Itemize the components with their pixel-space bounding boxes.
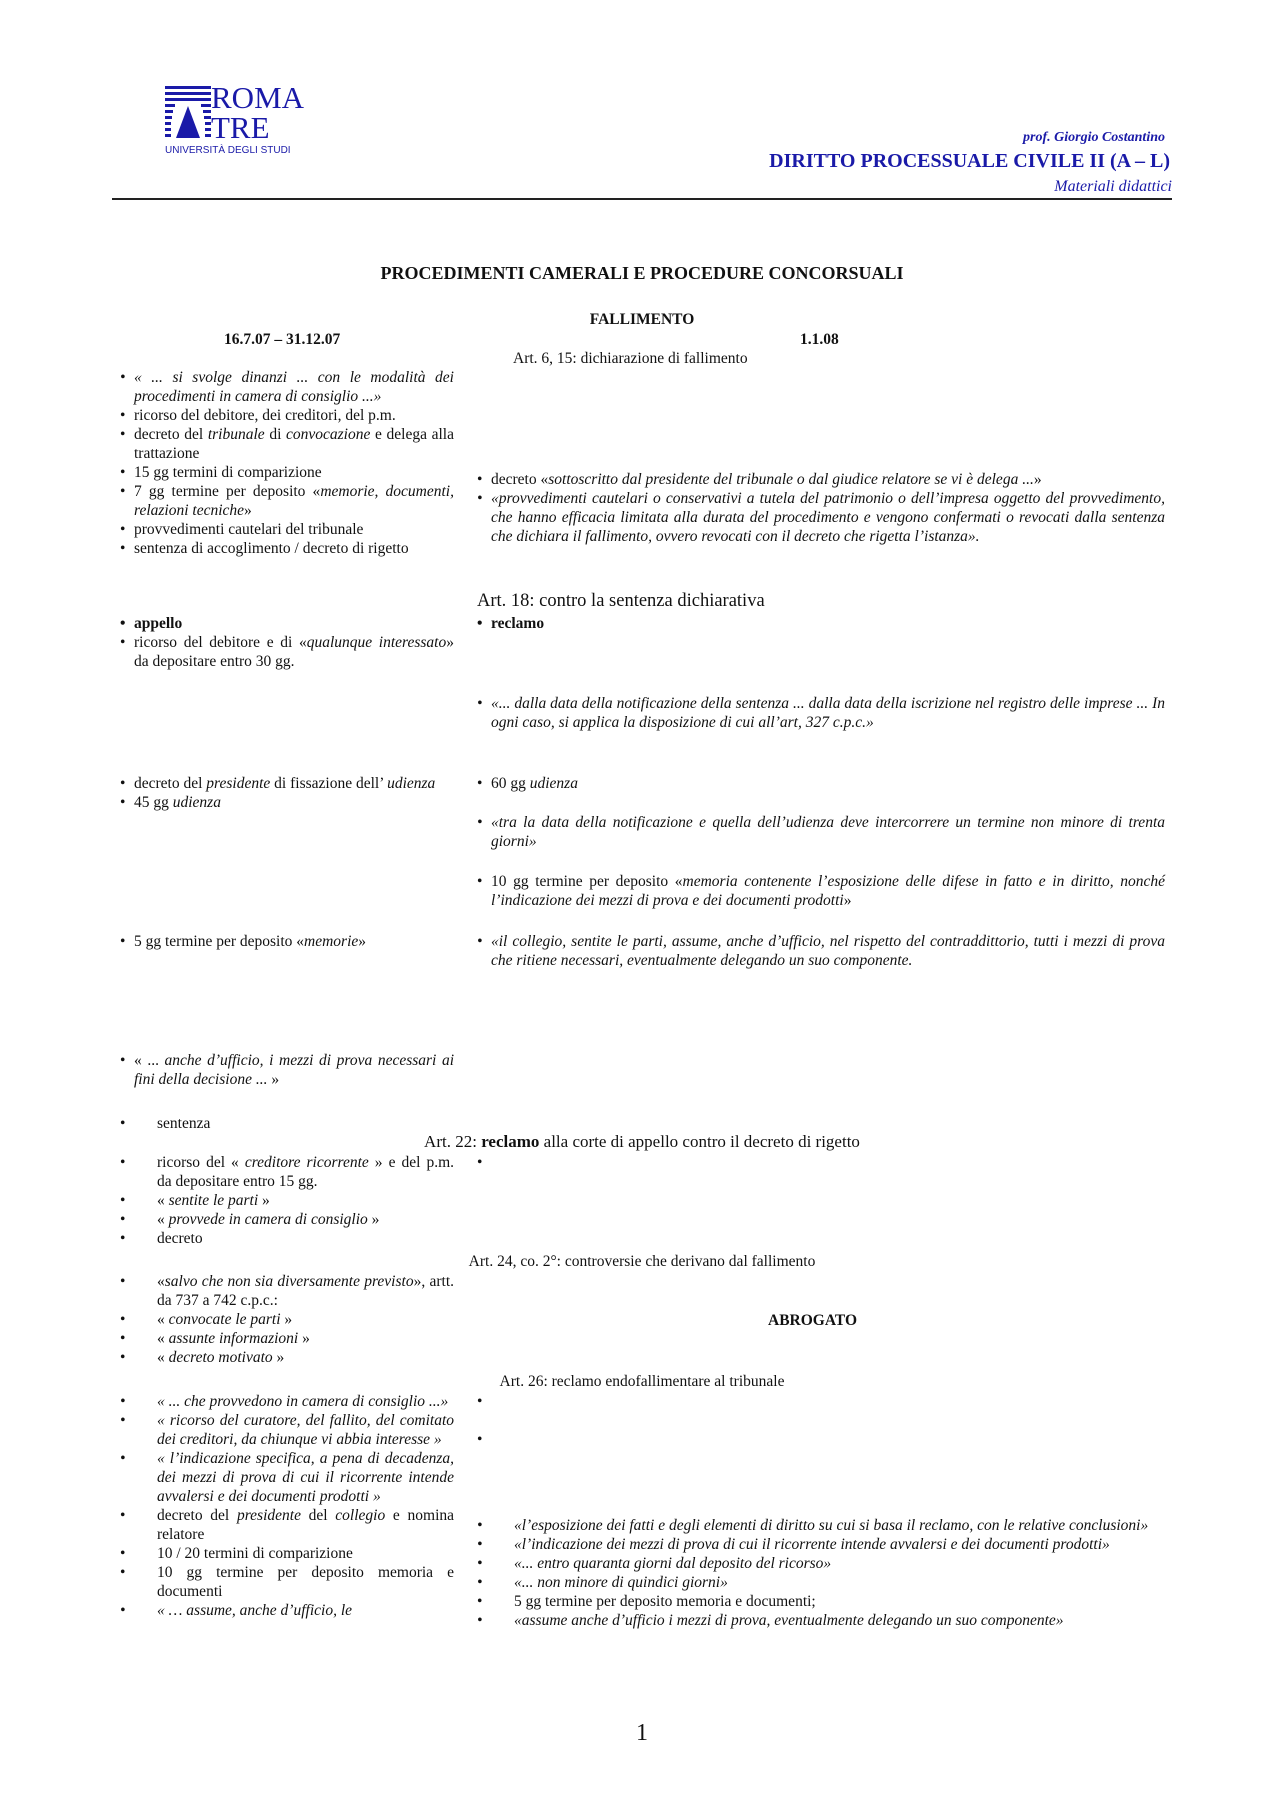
art24-heading: Art. 24, co. 2°: controversie che derivano dal fallimento: [468, 1253, 816, 1270]
course-title: DIRITTO PROCESSUALE CIVILE II (A – L): [769, 150, 1170, 172]
list-item: • provvedimenti cautelari del tribunale: [120, 520, 454, 539]
list-item: • «l’esposizione dei fatti e degli elementi di diritto su cui si basa il reclamo, con le relative conclusioni»: [477, 1516, 1165, 1535]
right-empty-bullet-26b: [477, 1430, 497, 1449]
logo-roma: ROMA: [211, 80, 305, 115]
list-item: • appello: [120, 614, 454, 633]
abrogato-label: ABROGATO: [768, 1312, 857, 1329]
header-rule: [112, 198, 1172, 200]
list-item: • decreto del presidente di fissazione dell’ udienza: [120, 774, 454, 793]
right-collegio-item: [477, 932, 1165, 970]
left-block-b: [120, 614, 454, 671]
list-item: • decreto: [120, 1229, 454, 1248]
list-item: • « decreto motivato »: [120, 1348, 454, 1367]
logo-subtitle: UNIVERSITÀ DEGLI STUDI: [165, 145, 291, 156]
list-item: • 5 gg termine per deposito «memorie»: [120, 932, 454, 951]
right-block-a: [477, 470, 1165, 546]
list-item: • 10 / 20 termini di comparizione: [120, 1544, 454, 1563]
logo-tre: TRE: [211, 110, 270, 145]
roma-tre-arch-icon: [165, 86, 211, 140]
list-item: • decreto del presidente del collegio e nomina relatore: [120, 1506, 454, 1544]
empty-bullet: [477, 1153, 497, 1172]
left-block-d: [120, 1153, 454, 1248]
list-item: • decreto «sottoscritto dal presidente del tribunale o dal giudice relatore se vi è delega ...»: [477, 470, 1165, 489]
list-item: • « ... che provvedono in camera di consiglio ...»: [120, 1392, 454, 1411]
list-item: • «il collegio, sentite le parti, assume, anche d’ufficio, nel rispetto del contraddittorio, tutti i mezzi di prova che ritiene necessari, eventualmente delegando un suo componente.: [477, 932, 1165, 970]
materials-label: Materiali didattici: [1054, 178, 1172, 195]
list-item: • 45 gg udienza: [120, 793, 454, 812]
list-item: • reclamo: [477, 614, 1165, 633]
list-item: • «... non minore di quindici giorni»: [477, 1573, 1165, 1592]
list-item: • 15 gg termini di comparizione: [120, 463, 454, 482]
list-item: • «... dalla data della notificazione della sentenza ... dalla data della iscrizione nel registro delle imprese ... In ogni caso, si applica la disposizione di cui all’art, 327 c.p.c.»: [477, 694, 1165, 732]
left-memorie-item: [120, 932, 454, 951]
list-item: • « convocate le parti »: [120, 1310, 454, 1329]
section-title: FALLIMENTO: [589, 311, 695, 328]
left-block-a: [120, 368, 454, 558]
list-item: • decreto del tribunale di convocazione e delega alla trattazione: [120, 425, 454, 463]
right-block-f: [477, 1516, 1165, 1630]
right-empty-bullet-22: [477, 1153, 497, 1172]
right-column-heading: 1.1.08: [800, 331, 839, 348]
left-ufficio-item: [120, 1051, 454, 1089]
right-block-b: [477, 614, 1165, 633]
right-notification-item: [477, 694, 1165, 732]
right-hearing-item: [477, 774, 1165, 793]
right-term-item: [477, 813, 1165, 851]
empty-bullet: [477, 1430, 497, 1449]
list-item: • 7 gg termine per deposito «memorie, documenti, relazioni tecniche»: [120, 482, 454, 520]
professor-name: prof. Giorgio Costantino: [1023, 130, 1165, 145]
list-item: • ricorso del debitore, dei creditori, del p.m.: [120, 406, 454, 425]
list-item: • sentenza di accoglimento / decreto di rigetto: [120, 539, 454, 558]
list-item: • « l’indicazione specifica, a pena di decadenza, dei mezzi di prova di cui il ricorrente intende avvalersi e dei documenti prodotti »: [120, 1449, 454, 1506]
page-title: PROCEDIMENTI CAMERALI E PROCEDURE CONCORSUALI: [380, 263, 904, 283]
art26-heading: Art. 26: reclamo endofallimentare al tribunale: [499, 1373, 785, 1390]
list-item: • «assume anche d’ufficio i mezzi di prova, eventualmente delegando un suo componente»: [477, 1611, 1165, 1630]
list-item: • «... entro quaranta giorni dal deposito del ricorso»: [477, 1554, 1165, 1573]
left-block-f: [120, 1392, 454, 1620]
list-item: • ricorso del « creditore ricorrente » e del p.m. da depositare entro 15 gg.: [120, 1153, 454, 1191]
list-item: • ricorso del debitore e di «qualunque interessato» da depositare entro 30 gg.: [120, 633, 454, 671]
university-logo: [165, 82, 315, 162]
page-number: 1: [636, 1720, 648, 1746]
left-block-e: [120, 1272, 454, 1367]
list-item: • « ... si svolge dinanzi ... con le modalità dei procedimenti in camera di consiglio ...»: [120, 368, 454, 406]
art6-heading: Art. 6, 15: dichiarazione di fallimento: [513, 350, 748, 367]
list-item: • « ... anche d’ufficio, i mezzi di prova necessari ai fini della decisione ... »: [120, 1051, 454, 1089]
left-column-heading: 16.7.07 – 31.12.07: [224, 331, 341, 348]
list-item: • «salvo che non sia diversamente previsto», artt. da 737 a 742 c.p.c.:: [120, 1272, 454, 1310]
empty-bullet: [477, 1392, 497, 1411]
list-item: • « … assume, anche d’ufficio, le: [120, 1601, 454, 1620]
list-item: • « provvede in camera di consiglio »: [120, 1210, 454, 1229]
list-item: • «l’indicazione dei mezzi di prova di cui il ricorrente intende avvalersi e dei documenti prodotti»: [477, 1535, 1165, 1554]
right-memoria-item: [477, 872, 1165, 910]
list-item: • sentenza: [120, 1114, 454, 1133]
art18-heading: Art. 18: contro la sentenza dichiarativa: [477, 591, 765, 611]
list-item: • « ricorso del curatore, del fallito, del comitato dei creditori, da chiunque vi abbia interesse »: [120, 1411, 454, 1449]
right-empty-bullet-26a: [477, 1392, 497, 1411]
left-block-c: [120, 774, 454, 812]
list-item: • «provvedimenti cautelari o conservativi a tutela del patrimonio o dell’impresa oggetto del provvedimento, che hanno efficacia limitata alla durata del procedimento e vengono confermati o revocati dalla sentenza che dichiara il fallimento, ovvero revocati con il decreto che rigetta l’istanza».: [477, 489, 1165, 546]
list-item: • 10 gg termine per deposito memoria e documenti: [120, 1563, 454, 1601]
art22-heading: Art. 22: reclamo alla corte di appello contro il decreto di rigetto: [424, 1132, 860, 1151]
list-item: • 60 gg udienza: [477, 774, 1165, 793]
list-item: • «tra la data della notificazione e quella dell’udienza deve intercorrere un termine non minore di trenta giorni»: [477, 813, 1165, 851]
list-item: • « sentite le parti »: [120, 1191, 454, 1210]
list-item: • « assunte informazioni »: [120, 1329, 454, 1348]
list-item: • 10 gg termine per deposito «memoria contenente l’esposizione delle difese in fatto e in diritto, nonché l’indicazione dei mezzi di prova e dei documenti prodotti»: [477, 872, 1165, 910]
list-item: • 5 gg termine per deposito memoria e documenti;: [477, 1592, 1165, 1611]
